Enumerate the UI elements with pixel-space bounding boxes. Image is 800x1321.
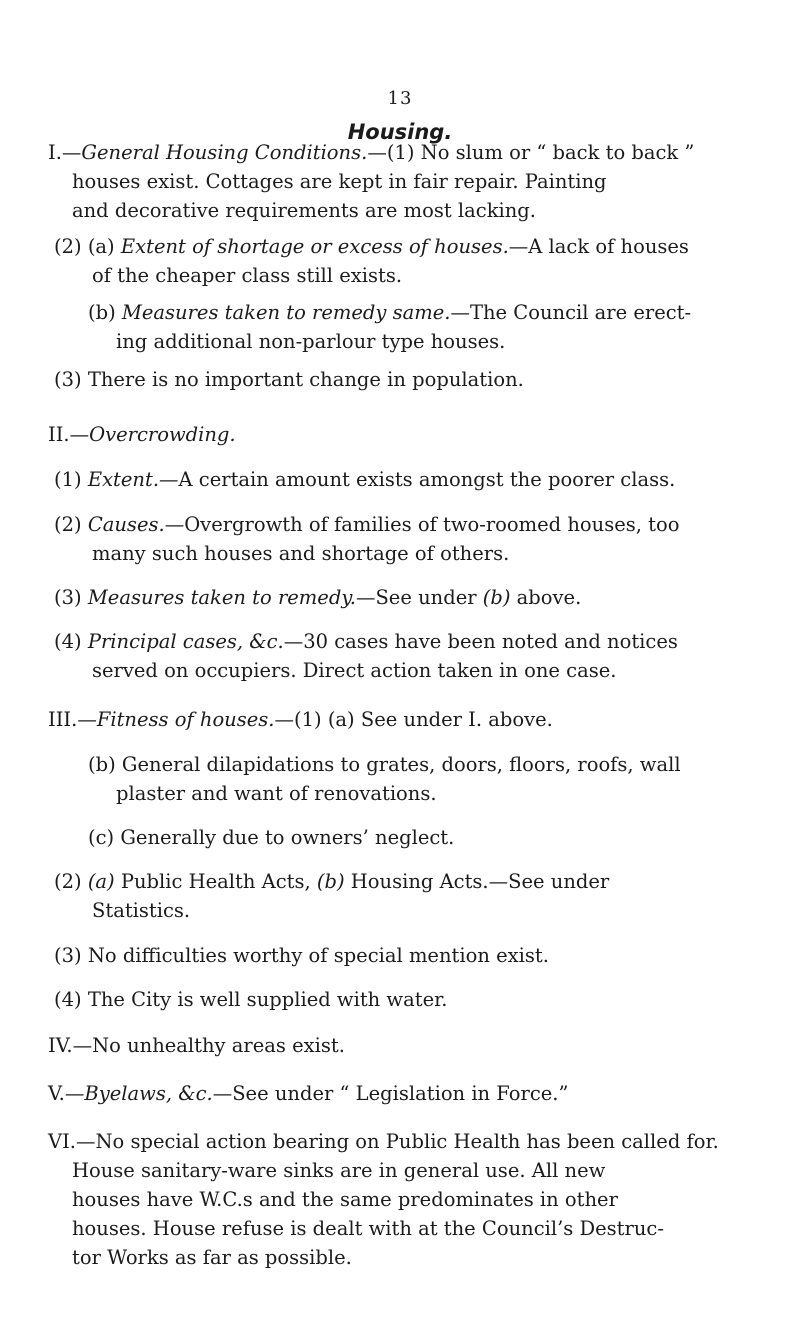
text-line: houses have W.C.s and the same predominates in other — [72, 1188, 618, 1211]
item-text: —Overgrowth of families of two-roomed houses, too — [164, 513, 680, 536]
item-label: —(1) — [274, 708, 322, 731]
item-sublabel: (a) — [327, 708, 355, 731]
item-label: (3) — [54, 368, 82, 391]
section-3-item-2 — [54, 867, 768, 896]
item-label: (2) — [54, 513, 82, 536]
section-5-heading: —Byelaws, &c. — [64, 1082, 213, 1105]
section-6-continued — [72, 1156, 768, 1272]
section-2-item-2 — [54, 510, 768, 539]
item-text: —See under — [355, 586, 477, 609]
section-4-text: —No unhealthy areas exist. — [72, 1034, 345, 1057]
item-label: (4) — [54, 630, 82, 653]
item-label: (3) — [54, 586, 82, 609]
item-text: No difficulties worthy of special mention exist. — [87, 944, 549, 967]
item-label: (2) — [54, 870, 82, 893]
section-1-number: I. — [48, 141, 62, 164]
item-text: —30 cases have been noted and notices — [283, 630, 678, 653]
section-2-heading: Overcrowding. — [89, 423, 236, 446]
section-1-item-2a — [54, 232, 768, 261]
item-heading: Measures taken to remedy. — [87, 586, 356, 609]
item-reference: (b) — [482, 586, 511, 609]
item-text: —A lack of houses — [508, 235, 689, 258]
item-text: —A certain amount exists amongst the poorer class. — [159, 468, 676, 491]
section-3-item-1c — [88, 823, 768, 852]
section-2-item-1 — [54, 465, 768, 494]
section-3-item-1b — [88, 750, 768, 779]
item-text: See under I. above. — [360, 708, 553, 731]
item-text: General dilapidations to grates, doors, floors, roofs, wall — [121, 753, 681, 776]
item-text: —The Council are erect- — [450, 301, 692, 324]
text-line: House sanitary-ware sinks are in general use. All new — [72, 1159, 606, 1182]
item-text: No slum or “ back to back ” — [420, 141, 695, 164]
page-title: Housing. — [347, 120, 453, 144]
section-1-item-1 — [48, 138, 768, 167]
item-label: (2) — [54, 235, 82, 258]
item-sublabel: (b) — [316, 870, 345, 893]
item-label: (3) — [54, 944, 82, 967]
item-sublabel: (a) — [87, 235, 115, 258]
item-label: (4) — [54, 988, 82, 1011]
section-2-number: II. — [48, 423, 70, 446]
section-2-item-4 — [54, 627, 768, 656]
section-4-number: IV. — [48, 1034, 73, 1057]
section-3-number: III. — [48, 708, 78, 731]
section-2-item-2-continued — [92, 539, 768, 568]
section-2-heading-line: II.—Overcrowding. — [48, 423, 236, 446]
section-5 — [48, 1079, 768, 1108]
text-line: tor Works as far as possible. — [72, 1246, 352, 1269]
item-label: (1) — [386, 141, 415, 164]
text-line: of the cheaper class still exists. — [92, 264, 403, 287]
section-3-item-1b-continued — [116, 779, 768, 808]
section-4 — [48, 1031, 768, 1060]
section-6-number: VI. — [48, 1130, 76, 1153]
item-text: The City is well supplied with water. — [87, 988, 448, 1011]
section-3-item-2-continued — [92, 896, 768, 925]
section-3-item-3 — [54, 941, 768, 970]
text-line: ing additional non-parlour type houses. — [116, 330, 506, 353]
item-text: above. — [516, 586, 582, 609]
item-label: (b) — [88, 301, 116, 324]
page-number: 13 — [387, 88, 413, 109]
section-5-text: —See under “ Legislation in Force.” — [212, 1082, 569, 1105]
section-1-item-2a-continued — [92, 261, 768, 290]
section-2-item-3 — [54, 583, 768, 612]
item-heading: Extent of shortage or excess of houses. — [120, 235, 509, 258]
item-label: (b) — [88, 753, 116, 776]
item-heading: Principal cases, &c. — [87, 630, 284, 653]
section-1-item-3 — [54, 365, 768, 394]
section-6 — [48, 1127, 778, 1156]
section-2-item-4-continued — [92, 656, 768, 685]
text-line: houses. House refuse is dealt with at the Council’s Destruc- — [72, 1217, 664, 1240]
item-text: There is no important change in population. — [87, 368, 524, 391]
text-line: houses exist. Cottages are kept in fair repair. Painting — [72, 170, 607, 193]
section-1-item-1-continued — [72, 167, 768, 225]
section-3-item-4 — [54, 985, 768, 1014]
section-1-item-2b — [88, 298, 768, 327]
text-line: plaster and want of renovations. — [116, 782, 437, 805]
item-text: Generally due to owners’ neglect. — [120, 826, 455, 849]
item-sublabel: (a) — [87, 870, 115, 893]
item-heading: Extent. — [87, 468, 160, 491]
item-heading: Causes. — [87, 513, 165, 536]
text-line: served on occupiers. Direct action taken in one case. — [92, 659, 617, 682]
section-3-heading-line: III.—Fitness of houses.—(1) (a) See under I. above. — [48, 708, 553, 731]
section-6-text: —No special action bearing on Public Health has been called for. — [75, 1130, 719, 1153]
item-label: (c) — [88, 826, 115, 849]
section-1-heading-line: I.—General Housing Conditions.—(1) No slum or “ back to back ” — [48, 141, 695, 164]
text-line: many such houses and shortage of others. — [92, 542, 510, 565]
item-text: Public Health Acts, — [120, 870, 311, 893]
section-1-heading: General Housing Conditions. — [81, 141, 368, 164]
text-line: Statistics. — [92, 899, 191, 922]
section-5-number: V. — [48, 1082, 65, 1105]
text-line: and decorative requirements are most lacking. — [72, 199, 536, 222]
item-heading: Measures taken to remedy same. — [121, 301, 451, 324]
section-1-item-2b-continued — [116, 327, 768, 356]
item-text: Housing Acts.—See under — [350, 870, 610, 893]
section-3-heading: Fitness of houses. — [96, 708, 275, 731]
item-label: (1) — [54, 468, 82, 491]
